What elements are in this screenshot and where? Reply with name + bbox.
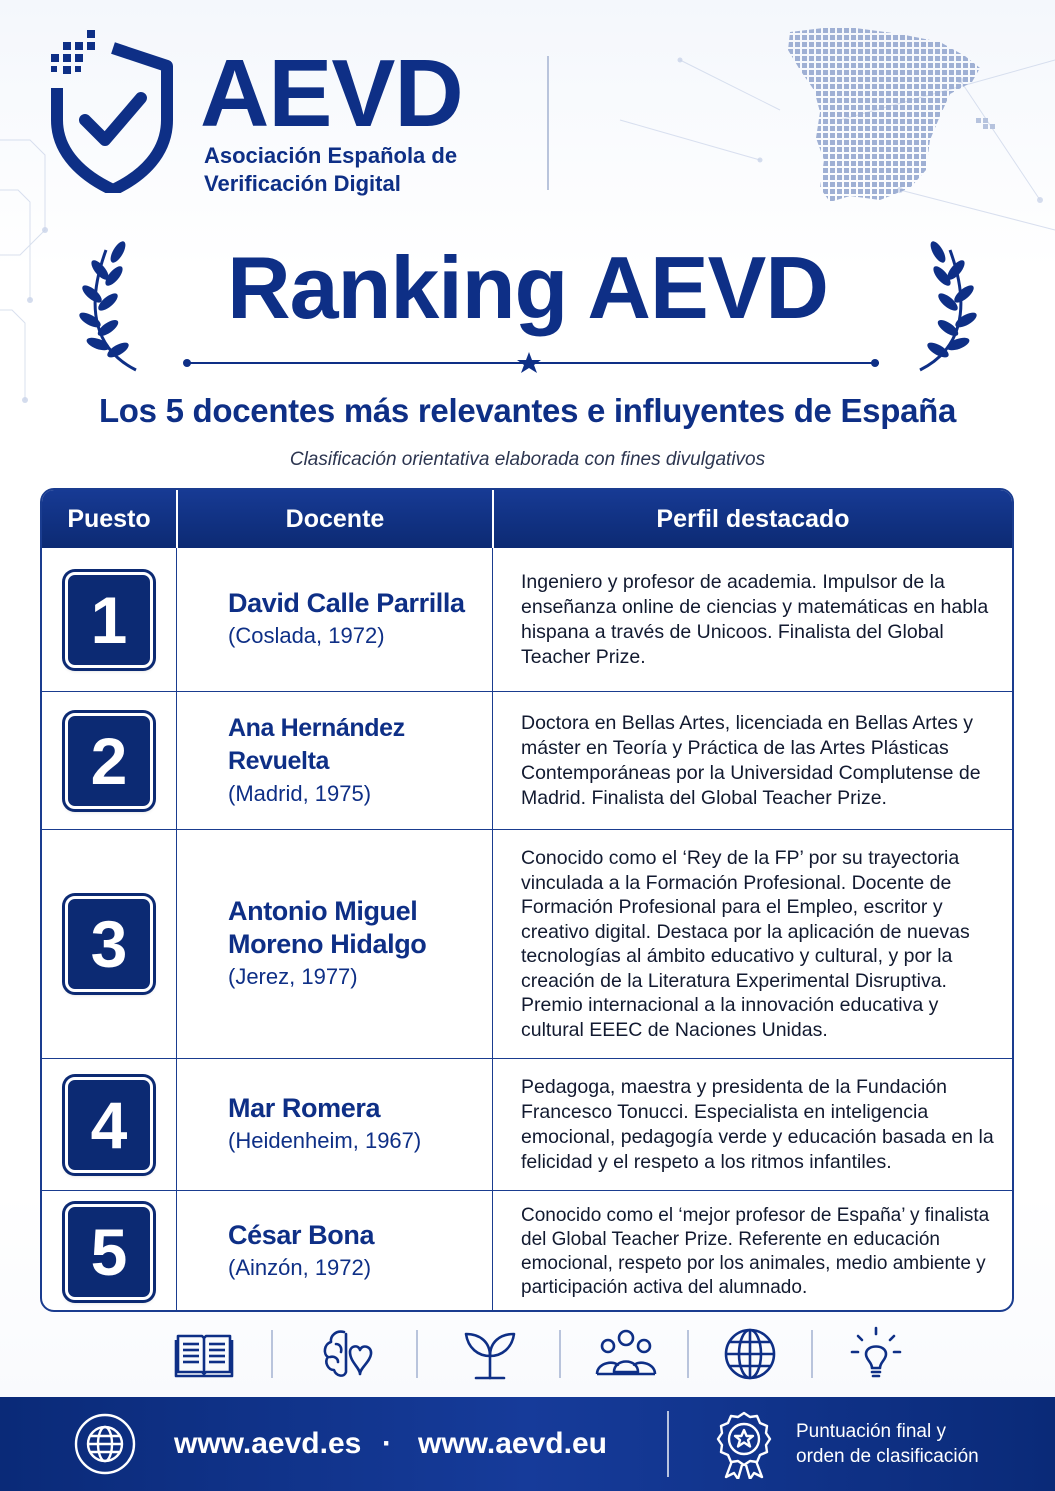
teacher-profile: Ingeniero y profesor de academia. Impulsor de la enseñanza online de ciencias y matemáticas en habla hispana a través de Unicoos. Finalista del Global Teacher Prize. <box>521 570 989 668</box>
page-title: Ranking AEVD <box>227 238 828 337</box>
shield-check-logo-icon <box>45 28 175 193</box>
rank-badge: 4 <box>65 1077 153 1173</box>
header-divider <box>547 56 549 190</box>
teacher-profile: Conocido como el ‘mejor profesor de España’ y finalista del Global Teacher Prize. Referente en educación emocional, respeto por los animales, medio ambiente y participación activa del alumnado. <box>521 1204 990 1298</box>
header-docente: Docente <box>176 490 492 548</box>
teacher-cell <box>176 692 492 829</box>
teacher-cell <box>176 548 492 691</box>
teacher-profile: Doctora en Bellas Artes, licenciada en Bellas Artes y máster en Teoría y Práctica de las Artes Plásticas Contemporáneas por la Universidad Complutense de Madrid. Finalista del Global Teacher Prize. <box>521 711 981 809</box>
teacher-cell <box>176 830 492 1058</box>
award-ribbon-icon <box>716 1411 772 1479</box>
icon-separator <box>416 1330 418 1378</box>
brain-heart-icon <box>316 1322 380 1386</box>
rank-badge: 1 <box>65 572 153 668</box>
footer-caption-line1: Puntuación final y <box>796 1421 946 1442</box>
profile-cell <box>492 830 1012 1058</box>
rank-cell <box>42 548 176 691</box>
brand-subtitle-line1: Asociación Española de <box>204 143 458 168</box>
footer-divider <box>667 1411 669 1477</box>
teacher-origin: (Heidenheim, 1967) <box>228 1128 422 1153</box>
profile-cell <box>492 692 1012 829</box>
brand-name: AEVD <box>200 40 463 147</box>
rank-badge: 5 <box>65 1204 153 1300</box>
teacher-origin: (Coslada, 1972) <box>228 623 385 648</box>
ranking-table <box>40 488 1014 1312</box>
icon-separator <box>687 1330 689 1378</box>
globe-icon <box>718 1322 782 1386</box>
spain-dotted-map-icon <box>780 20 1000 215</box>
teacher-cell <box>176 1059 492 1190</box>
table-header <box>42 490 1012 548</box>
teacher-name: César Bona <box>228 1220 375 1250</box>
icon-separator <box>559 1330 561 1378</box>
lightbulb-icon <box>844 1322 908 1386</box>
teacher-name: Ana Hernández Revuelta <box>228 713 405 775</box>
globe-icon <box>74 1413 136 1475</box>
teacher-origin: (Jerez, 1977) <box>228 964 358 989</box>
footer-caption <box>796 1419 1036 1469</box>
table-row <box>42 691 1012 829</box>
page-subtitle: Los 5 docentes más relevantes e influyentes de España <box>98 392 957 429</box>
topic-icon-strip <box>150 1322 910 1386</box>
table-row <box>42 829 1012 1058</box>
header-perfil: Perfil destacado <box>492 490 1012 548</box>
rank-badge: 2 <box>65 713 153 809</box>
brand-subtitle <box>204 142 457 198</box>
table-row <box>42 1058 1012 1190</box>
teacher-cell <box>176 1191 492 1312</box>
people-icon <box>594 1322 658 1386</box>
icon-separator <box>811 1330 813 1378</box>
rank-cell <box>42 692 176 829</box>
teacher-origin: (Ainzón, 1972) <box>228 1255 372 1280</box>
footer-link-aevd-eu[interactable]: www.aevd.eu <box>418 1427 607 1460</box>
table-row <box>42 548 1012 691</box>
rank-cell <box>42 830 176 1058</box>
table-row <box>42 1190 1012 1312</box>
footer-link-aevd-es[interactable]: www.aevd.es <box>174 1427 362 1460</box>
sprout-icon <box>458 1322 522 1386</box>
teacher-name: Mar Romera <box>228 1093 381 1123</box>
title-star-divider <box>183 352 883 374</box>
teacher-origin: (Madrid, 1975) <box>228 780 372 806</box>
header-puesto: Puesto <box>67 504 151 533</box>
icon-separator <box>271 1330 273 1378</box>
footer-bar <box>0 1397 1055 1491</box>
footer-separator-dot: · <box>382 1427 392 1460</box>
rank-cell <box>42 1059 176 1190</box>
teacher-profile: Conocido como el ‘Rey de la FP’ por su trayectoria vinculada a la Formación Profesional. Docente de Formación Profesional para el Empleo, escritor y creativo digital. Destaca por la aplicación de nuevas tecnologías al ámbito educativo y cultural, y por la creación de la Literatura Experimental Disruptiva. Premio internacional a la innovación educativa y cultural EEEC de Naciones Unidas. <box>521 847 970 1041</box>
teacher-profile: Pedagoga, maestra y presidenta de la Fundación Francesco Tonucci. Especialista en inteligencia emocional, pedagogía verde y educación basada en la felicidad y el respeto a los ritmos infantiles. <box>521 1075 994 1173</box>
classification-note: Clasificación orientativa elaborada con fines divulgativos <box>289 449 766 470</box>
teacher-name-line2: Moreno Hidalgo <box>228 929 427 959</box>
teacher-name-line1: Antonio Miguel <box>228 896 418 926</box>
profile-cell <box>492 1059 1012 1190</box>
brand-subtitle-line2: Verificación Digital <box>204 171 401 196</box>
rank-badge: 3 <box>65 896 153 992</box>
rank-cell <box>42 1191 176 1312</box>
profile-cell <box>492 1191 1012 1312</box>
teacher-name: David Calle Parrilla <box>228 588 465 618</box>
footer-caption-line2: orden de clasificación <box>796 1446 979 1467</box>
profile-cell <box>492 548 1012 691</box>
book-icon <box>172 1322 236 1386</box>
